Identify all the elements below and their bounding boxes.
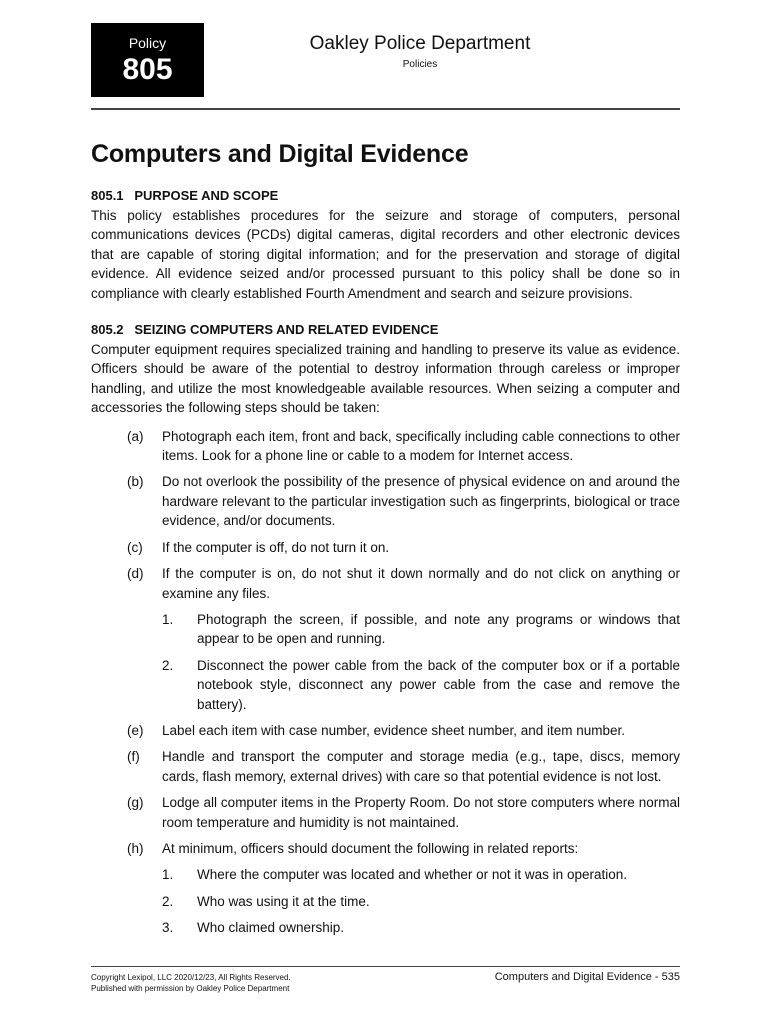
section-seizing-computers (91, 320, 680, 418)
page-title: Computers and Digital Evidence (91, 140, 469, 168)
policy-badge (91, 23, 204, 97)
section-heading: 805.1 PURPOSE AND SCOPE (91, 188, 279, 203)
list-item-label: (h) (127, 840, 144, 856)
footer-divider (91, 966, 680, 967)
copyright-line: Copyright Lexipol, LLC 2020/12/23, All Rights Reserved. (91, 973, 291, 982)
list-item-label: 3. (162, 920, 174, 936)
list-item-label: (e) (127, 722, 144, 738)
list-item (91, 564, 680, 603)
list-item-label: 2. (162, 893, 174, 909)
list-item-text: If the computer is off, do not turn it on. (162, 539, 390, 555)
list-item-text: Handle and transport the computer and storage media (e.g., tape, discs, memory cards, flash memory, external drives) with care so that potential evidence is not lost. (162, 749, 680, 784)
list-item-text: Photograph the screen, if possible, and note any programs or windows that appear to be open and running. (197, 611, 680, 647)
list-item-text: Who was using it at the time. (197, 893, 370, 909)
publication-line: Published with permission by Oakley Police Department (91, 984, 290, 993)
list-item (91, 747, 680, 786)
section-text: Computer equipment requires specialized training and handling to preserve its value as evidence. Officers should be aware of the potential to destroy information through careless or improper handling, and utilize the most knowledgeable available resources. When seizing a computer and accessories the following steps should be taken: (91, 342, 680, 416)
section-text: This policy establishes procedures for the seizure and storage of computers, personal communications devices (PCDs) digital cameras, digital recorders and other electronic devices that are capable of storing digital information; and for the preservation and storage of digital evidence. All evidence seized and/or processed pursuant to this policy shall be done so in compliance with clearly established Fourth Amendment and search and seizure provisions. (91, 208, 680, 301)
list-item-text: If the computer is on, do not shut it down normally and do not click on anything or examine any files. (162, 566, 680, 601)
page-footer-label: Computers and Digital Evidence - 535 (494, 971, 680, 983)
list-item (91, 793, 680, 832)
list-item-label: (b) (127, 474, 144, 490)
list-item-text: Do not overlook the possibility of the presence of physical evidence on and around the hardware relevant to the particular investigation such as fingerprints, biological or trace evidence, and/or documents. (162, 474, 680, 529)
list-item-label: (d) (127, 566, 144, 582)
list-item-label: (a) (127, 428, 144, 444)
list-item-text: Where the computer was located and whether or not it was in operation. (197, 867, 627, 883)
sub-list-item (91, 892, 680, 911)
policy-number: 805 (122, 53, 173, 86)
list-item-label: (c) (127, 539, 143, 555)
policy-label: Policy (128, 35, 167, 51)
sub-list-item (91, 865, 680, 884)
list-item-label: 2. (162, 657, 174, 673)
document-body (91, 138, 680, 938)
list-item (91, 427, 680, 466)
list-item (91, 472, 680, 530)
sub-list-item (91, 610, 680, 649)
list-item-text: Who claimed ownership. (197, 920, 345, 936)
copyright-notice (91, 972, 291, 994)
list-item (91, 721, 680, 740)
list-item-label: 1. (162, 611, 174, 627)
list-item-text: Lodge all computer items in the Property Room. Do not store computers where normal room temperature and humidity is not maintained. (162, 795, 680, 830)
list-item-label: 1. (162, 867, 174, 883)
sub-list-item (91, 918, 680, 937)
section-heading: 805.2 SEIZING COMPUTERS AND RELATED EVIDENCE (91, 322, 439, 338)
sub-list-item (91, 656, 680, 714)
list-item-text: Label each item with case number, evidence sheet number, and item number. (162, 722, 626, 738)
department-name: Oakley Police Department (309, 33, 531, 54)
list-item (91, 538, 680, 557)
list-item-label: (f) (127, 749, 140, 765)
header-subtitle: Policies (402, 59, 438, 70)
list-item (91, 839, 680, 858)
list-item-text: Photograph each item, front and back, specifically including cable connections to other items. Look for a phone line or cable to a modem for Internet access. (162, 428, 680, 464)
list-item-text: Disconnect the power cable from the back of the computer box or if a portable notebook style, disconnect any power cable from the case and remove the battery). (197, 657, 680, 712)
section-purpose-scope (91, 186, 680, 303)
list-item-text: At minimum, officers should document the following in related reports: (162, 840, 579, 856)
list-item-label: (g) (127, 795, 144, 811)
header-divider (91, 108, 680, 110)
